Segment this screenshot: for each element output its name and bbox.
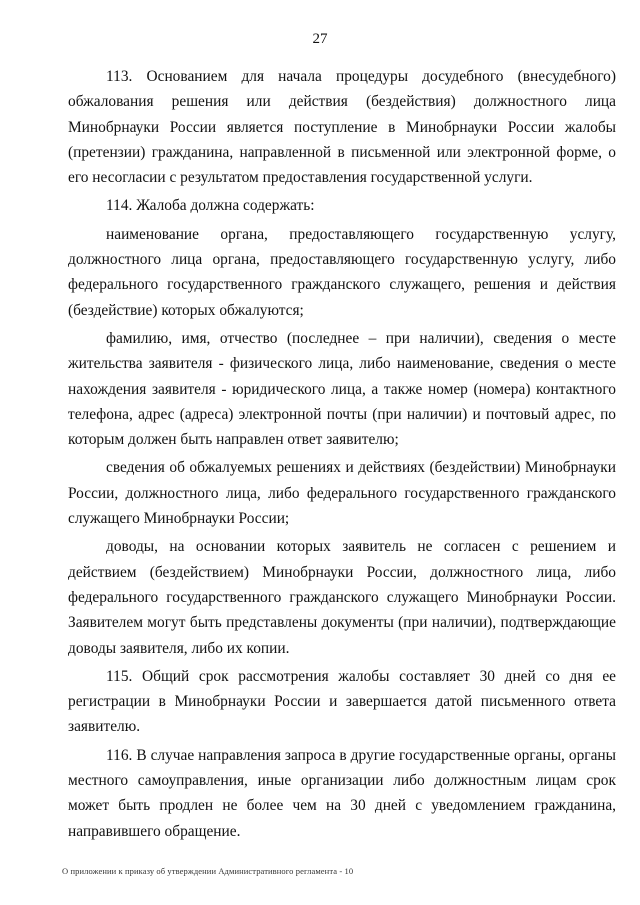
paragraph-114: 114. Жалоба должна содержать: [106, 197, 315, 215]
paragraph-113: 113. Основанием для начала процедуры досудебного (внесудебного) обжалования решения или действия (бездействия) должностного лица Минобрнауки России является поступление в Минобрнауки России жалобы (претензии) гражданина, направленной в письменной или электронной форме, о его несогласии с результатом предоставления государственной услуги. [68, 68, 616, 187]
paragraph-114-item-decisions: сведения об обжалуемых решениях и действиях (бездействии) Минобрнауки России, должностного лица, либо федерального государственного гражданского служащего Минобрнауки России; [68, 459, 616, 528]
paragraph-114-item-arguments: доводы, на основании которых заявитель не согласен с решением и действием (бездействием) Минобрнауки России, должностного лица, либо федерального государственного гражданского служащего Минобрнауки России. Заявителем могут быть представлены документы (при наличии), подтверждающие доводы заявителя, либо их копии. [68, 538, 616, 657]
paragraph-114-item-applicant: фамилию, имя, отчество (последнее – при наличии), сведения о месте жительства заявителя - физического лица, либо наименование, сведения о месте нахождения заявителя - юридического лица, а также номер (номера) контактного телефона, адрес (адреса) электронной почты (при наличии) и почтовый адрес, по которым должен быть направлен ответ заявителю; [68, 329, 616, 449]
paragraph-114-item-name: наименование органа, предоставляющего государственную услугу, должностного лица органа, предоставляющего государственную услугу, либо федерального государственного гражданского служащего, решения и действия (бездействие) которых обжалуются; [68, 225, 616, 319]
page-footer: О приложении к приказу об утверждении Административного регламента - 10 [62, 866, 354, 876]
paragraph-115: 115. Общий срок рассмотрения жалобы составляет 30 дней со дня ее регистрации в Минобрнауки России и завершается датой письменного ответа заявителю. [68, 667, 616, 736]
page-number: 27 [312, 31, 328, 47]
document-body [68, 64, 616, 847]
paragraph-116: 116. В случае направления запроса в другие государственные органы, органы местного самоуправления, иные организации либо должностным лицам срок может быть продлен не более чем на 30 дней с уведомлением гражданина, направившего обращение. [68, 746, 616, 840]
